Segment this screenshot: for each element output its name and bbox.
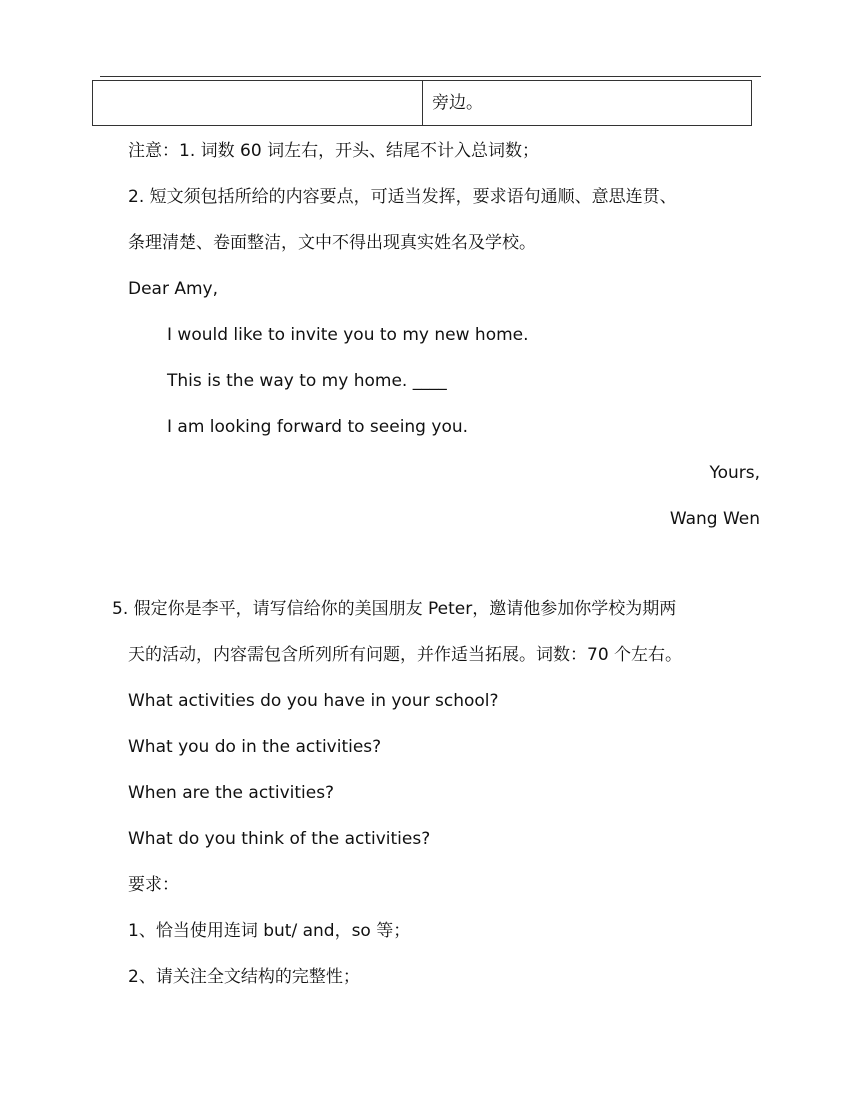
note-line-2: 2. 短文须包括所给的内容要点，可适当发挥，要求语句通顺、意思连贯、 [128,187,677,207]
letter-greeting: Dear Amy, [128,279,219,299]
table [92,80,752,126]
requirement-2: 2、请关注全文结构的完整性； [128,967,360,987]
note-line-1: 注意：1. 词数 60 词左右，开头、结尾不计入总词数； [128,141,540,161]
question-item-4: What do you think of the activities? [128,829,431,849]
note-line-3: 条理清楚、卷面整洁，文中不得出现真实姓名及学校。 [128,233,536,253]
question-5-line-2: 天的活动，内容需包含所列所有问题，并作适当拓展。词数：70 个左右。 [128,645,683,665]
question-item-2: What you do in the activities? [128,737,382,757]
table-cell-left [93,81,423,125]
question-item-3: When are the activities? [128,783,335,803]
requirements-title: 要求： [128,875,179,895]
letter-closing: Yours, [709,463,760,483]
header-rule [100,76,761,77]
letter-body-2: This is the way to my home. ____ [167,371,447,391]
table-cell-right: 旁边。 [432,93,483,113]
question-5-line-1: 5. 假定你是李平，请写信给你的美国朋友 Peter，邀请他参加你学校为期两 [112,599,677,619]
question-item-1: What activities do you have in your school? [128,691,499,711]
letter-signature: Wang Wen [669,509,760,529]
letter-body-3: I am looking forward to seeing you. [167,417,469,437]
letter-body-1: I would like to invite you to my new home. [167,325,529,345]
requirement-1: 1、恰当使用连词 but/ and，so 等； [128,921,411,941]
